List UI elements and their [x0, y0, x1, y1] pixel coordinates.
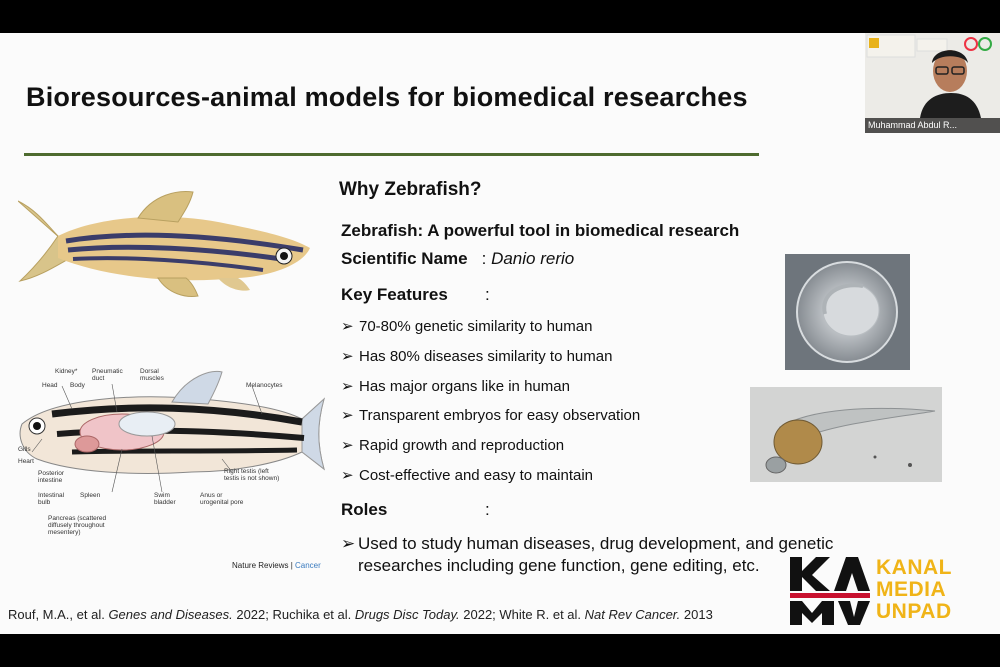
feature-item: ➢ Cost-effective and easy to maintain: [341, 467, 594, 484]
key-features-colon: :: [485, 285, 490, 304]
scientific-name-value: Danio rerio: [491, 249, 575, 268]
anatomy-label-melanocytes: Melanocytes: [246, 382, 283, 389]
feature-item: ➢ Transparent embryos for easy observation: [341, 407, 641, 424]
anatomy-label-intestinal-bulb: Intestinal bulb: [38, 492, 65, 506]
anatomy-label-dorsal-muscles: Dorsal muscles: [140, 368, 164, 382]
zebrafish-subtitle: Zebrafish: A powerful tool in biomedical research: [341, 221, 740, 240]
anatomy-label-swim-bladder: Swim bladder: [154, 492, 176, 506]
anatomy-label-head: Head: [42, 382, 58, 389]
anatomy-label-kidney: Kidney*: [55, 368, 78, 375]
scientific-name-label: Scientific Name: [341, 249, 468, 268]
anatomy-label-pneumatic-duct: Pneumatic duct: [92, 368, 123, 382]
feature-item: ➢ 70-80% genetic similarity to human: [341, 318, 593, 335]
anatomy-label-pancreas: Pancreas (scattered diffusely throughout mesentery): [48, 515, 107, 536]
top-letterbox: [0, 0, 1000, 33]
arrow-bullet-icon: ➢: [341, 348, 354, 365]
slide-title: Bioresources-animal models for biomedical researches: [26, 82, 748, 112]
roles-colon: :: [485, 500, 490, 519]
zebrafish-illustration: [18, 186, 318, 301]
kamu-logo-mark: [788, 555, 874, 627]
arrow-bullet-icon: ➢: [341, 534, 356, 553]
arrow-bullet-icon: ➢: [341, 437, 354, 454]
title-underline: [24, 153, 759, 156]
feature-item: ➢ Rapid growth and reproduction: [341, 437, 565, 454]
bottom-letterbox: [0, 634, 1000, 667]
arrow-bullet-icon: ➢: [341, 318, 354, 335]
roles-description: ➢ Used to study human diseases, drug development, and genetic researches including gene function, gene editing, etc.: [341, 534, 834, 575]
anatomy-label-gills: Gills: [18, 446, 31, 453]
key-features-label: Key Features: [341, 285, 448, 304]
speaker-webcam[interactable]: [865, 33, 1000, 133]
anatomy-label-right-testis: Right testis (left testis is not shown): [224, 468, 280, 482]
speaker-video-feed: [865, 33, 1000, 118]
anatomy-label-anus: Anus or urogenital pore: [200, 492, 244, 506]
speaker-name-label: Muhammad Abdul R...: [865, 118, 1000, 133]
arrow-bullet-icon: ➢: [341, 378, 354, 395]
anatomy-label-heart: Heart: [18, 458, 34, 465]
anatomy-label-body: Body: [70, 382, 85, 389]
nature-reviews-credit: Nature Reviews | Cancer: [232, 561, 321, 570]
arrow-bullet-icon: ➢: [341, 407, 354, 424]
arrow-bullet-icon: ➢: [341, 467, 354, 484]
why-zebrafish-heading: Why Zebrafish?: [339, 179, 482, 200]
zebrafish-larva-photo: [750, 387, 942, 482]
feature-item: ➢ Has 80% diseases similarity to human: [341, 348, 613, 365]
anatomy-label-spleen: Spleen: [80, 492, 101, 499]
feature-item: ➢ Has major organs like in human: [341, 378, 570, 395]
scientific-name-row: [341, 249, 574, 269]
anatomy-label-posterior-intestine: Posterior intestine: [38, 470, 65, 484]
references: Rouf, M.A., et al. Genes and Diseases. 2022; Ruchika et al. Drugs Disc Today. 2022; White R. et al. Nat Rev Cancer. 2013: [8, 607, 713, 622]
zebrafish-embryo-photo: [785, 254, 910, 370]
kanal-media-unpad-wordmark: KANAL MEDIA UNPAD: [876, 556, 952, 623]
roles-label: Roles: [341, 500, 388, 519]
scientific-name-colon: :: [481, 249, 487, 268]
